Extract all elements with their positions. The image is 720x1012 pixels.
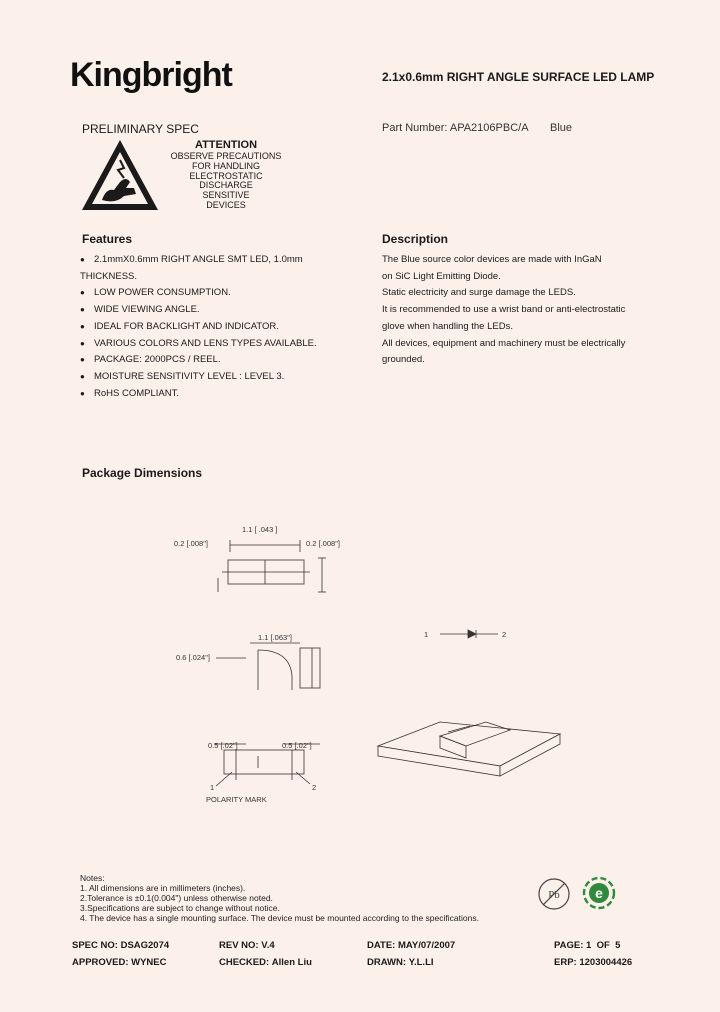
footer-row-2 [72,957,642,968]
feature-item: ● IDEAL FOR BACKLIGHT AND INDICATOR. [80,319,370,336]
feature-item: ● RoHS COMPLIANT. [80,386,370,403]
document-title: 2.1x0.6mm RIGHT ANGLE SURFACE LED LAMP [382,70,655,84]
description-line: on SiC Light Emitting Diode. [382,270,501,282]
description-line: All devices, equipment and machinery must be electrically [382,337,626,349]
kingbright-logo: Kingbright [70,56,232,94]
description-line: The Blue source color devices are made with InGaN [382,254,602,265]
attention-line: DEVICES [206,199,246,210]
package-dimensions-title: Package Dimensions [82,466,203,480]
feature-item: ● PACKAGE: 2000PCS / REEL. [80,352,370,369]
erp-value: 1203004426 [579,957,633,968]
note-line: 4. The device has a single mounting surface. The device must be mounted according to the specifications. [80,913,479,923]
checked-label: CHECKED: [219,957,270,968]
drawn-value: Y.L.LI [408,957,434,968]
note-line: 1. All dimensions are in millimeters (inches). [80,883,246,893]
drawn-label: DRAWN: [367,957,407,968]
part-number: Part Number: APA2106PBC/A [382,122,529,134]
pin-1-label: 1 [210,783,215,792]
circuit-pin-1: 1 [424,630,429,639]
attention-line: OBSERVE PRECAUTIONS [170,151,282,161]
page-label: PAGE: [554,940,584,951]
feature-item: ● MOISTURE SENSITIVITY LEVEL : LEVEL 3. [80,369,370,386]
attention-line: FOR HANDLING [191,160,260,171]
date-value: MAY/07/2007 [397,940,456,951]
esd-warning-icon [80,138,160,212]
description-line: It is recommended to use a wrist band or anti-electrostatic [382,304,626,316]
spec-no-value: DSAG2074 [120,940,170,951]
description-text [382,252,652,369]
rev-no-value: V.4 [261,940,275,951]
dim-mid-top: 1.1 [.063"] [258,633,292,642]
pin-2-label: 2 [312,783,317,792]
dim-top-left: 0.2 [.008"] [174,539,208,548]
dim-mid-left: 0.6 [.024"] [176,653,210,662]
feature-item-continuation: THICKNESS. [80,270,138,282]
feature-item: ● 2.1mmX0.6mm RIGHT ANGLE SMT LED, 1.0mm [80,252,370,269]
notes-title: Notes: [80,873,105,883]
polarity-mark-label: POLARITY MARK [206,795,267,804]
dim-bot-right: 0.5 [.02"] [282,741,312,750]
circuit-pin-2: 2 [502,630,507,639]
rev-no-label: REV NO: [219,940,259,951]
description-line: Static electricity and surge damage the LEDS. [382,287,576,299]
feature-item: ● VARIOUS COLORS AND LENS TYPES AVAILABLE. [80,336,370,353]
part-color: Blue [550,122,573,134]
note-line: 3.Specifications are subject to change without notice. [80,903,280,913]
checked-value: Allen Liu [271,957,312,968]
approved-value: WYNEC [131,957,167,968]
description-line: grounded. [382,354,425,366]
attention-title: ATTENTION [194,139,258,151]
date-label: DATE: [367,940,396,951]
approved-label: APPROVED: [72,957,129,968]
attention-line: SENSITIVE [202,190,250,201]
erp-label: ERP: [554,957,577,968]
footer-row-1 [72,940,642,951]
spec-no-label: SPEC NO: [72,940,118,951]
svg-text:Pb: Pb [548,889,560,901]
pb-free-icon [536,876,572,912]
note-line: 2.Tolerance is ±0.1(0.004") unless otherwise noted. [80,893,273,903]
dim-top-width: 1.1 [ .043 ] [242,525,278,534]
feature-item: ● LOW POWER CONSUMPTION. [80,285,370,302]
page-value: 1 OF 5 [586,940,621,951]
dim-top-right: 0.2 [.008"] [306,539,340,548]
features-title: Features [82,232,133,246]
features-list [80,252,370,402]
attention-text [170,152,282,211]
rohs-e-icon [582,876,616,910]
spec-status: PRELIMINARY SPEC [82,122,199,136]
attention-line: ELECTROSTATIC [189,170,263,181]
description-title: Description [382,232,449,246]
svg-text:e: e [595,885,603,901]
feature-item: ● WIDE VIEWING ANGLE. [80,302,370,319]
attention-line: DISCHARGE [199,180,253,191]
notes [80,873,500,923]
dim-bot-left: 0.5 [.02"] [208,741,238,750]
description-line: glove when handling the LEDs. [382,320,513,332]
package-drawing [0,500,720,820]
